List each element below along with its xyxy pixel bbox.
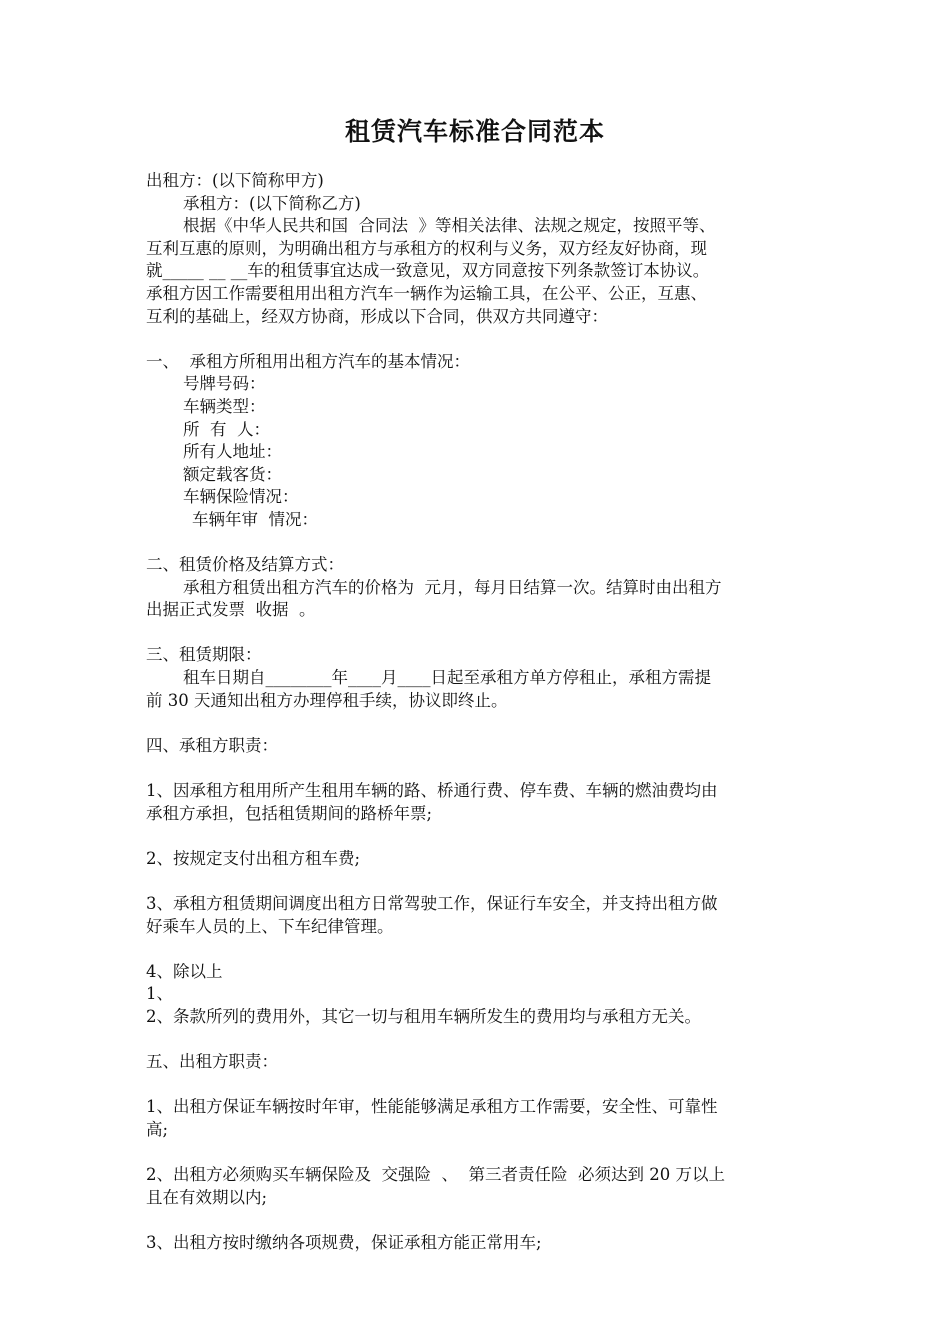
- section-4-item-2: 2、按规定支付出租方租车费;: [146, 848, 361, 868]
- section-5-item-3: 3、出租方按时缴纳各项规费，保证承租方能正常用车;: [146, 1232, 542, 1252]
- section-4-item-4: 4、除以上: [146, 961, 223, 981]
- document-title: 租赁汽车标准合同范本: [344, 117, 605, 146]
- lessee-line: 承租方：(以下简称乙方): [183, 193, 361, 213]
- section-4-item-1: 承租方承担，包括租赁期间的路桥年票;: [146, 803, 433, 823]
- vehicle-info-item: 额定载客货：: [183, 464, 282, 484]
- section-1-heading: 一、 承租方所租用出租方汽车的基本情况：: [146, 351, 470, 371]
- vehicle-info-item: 号牌号码：: [183, 374, 266, 394]
- section-4-item-1: 1、因承租方租用所产生租用车辆的路、桥通行费、停车费、车辆的燃油费均由: [146, 781, 718, 801]
- vehicle-info-item: 车辆年审 情况：: [192, 509, 318, 529]
- vehicle-info-item: 车辆保险情况：: [183, 487, 299, 507]
- vehicle-info-item: 所 有 人：: [183, 419, 270, 439]
- section-4-item-3: 好乘车人员的上、下车纪律管理。: [146, 916, 394, 936]
- lessor-line: 出租方：(以下简称甲方): [146, 171, 324, 190]
- section-4-heading: 四、承租方职责：: [146, 735, 278, 755]
- section-3-heading: 三、租赁期限：: [146, 645, 262, 665]
- intro-paragraph-line: 承租方因工作需要租用出租方汽车一辆作为运输工具，在公平、公正，互惠、: [146, 283, 707, 303]
- intro-paragraph-line: 根据《中华人民共和国 合同法 》等相关法律、法规之规定，按照平等、: [183, 216, 716, 236]
- section-5-item-2: 且在有效期以内;: [146, 1187, 268, 1207]
- section-2-line: 承租方租赁出租方汽车的价格为 元月，每月日结算一次。结算时由出租方: [183, 577, 722, 597]
- section-4-item-4: 1、: [146, 984, 173, 1004]
- section-5-item-2: 2、出租方必须购买车辆保险及 交强险 、 第三者责任险 必须达到 20 万以上: [146, 1165, 725, 1185]
- vehicle-info-item: 所有人地址：: [183, 442, 282, 462]
- section-5-heading: 五、出租方职责：: [146, 1052, 278, 1072]
- section-4-item-3: 3、承租方租赁期间调度出租方日常驾驶工作，保证行车安全，并支持出租方做: [146, 894, 718, 913]
- section-5-item-1: 高;: [146, 1119, 169, 1139]
- section-2-heading: 二、租赁价格及结算方式：: [146, 555, 344, 575]
- document-body: [146, 170, 816, 1255]
- section-3-line: 前 30 天通知出租方办理停租手续，协议即终止。: [146, 690, 508, 710]
- section-5-item-1: 1、出租方保证车辆按时年审，性能能够满足承租方工作需要，安全性、可靠性: [146, 1097, 718, 1117]
- vehicle-info-item: 车辆类型：: [183, 396, 266, 416]
- section-4-item-4: 2、条款所列的费用外，其它一切与租用车辆所发生的费用均与承租方无关。: [146, 1006, 701, 1026]
- intro-paragraph-line: 互利的基础上，经双方协商，形成以下合同，供双方共同遵守：: [146, 306, 608, 326]
- intro-paragraph-line: 互利互惠的原则，为明确出租方与承租方的权利与义务，双方经友好协商，现: [146, 238, 707, 258]
- intro-paragraph-line: 就_____ __ __车的租赁事宜达成一致意见，双方同意按下列条款签订本协议。: [146, 261, 710, 281]
- section-3-line: 租车日期自________年____月____日起至承租方单方停租止，承租方需提: [183, 668, 711, 688]
- section-2-line: 出据正式发票 收据 。: [146, 600, 316, 620]
